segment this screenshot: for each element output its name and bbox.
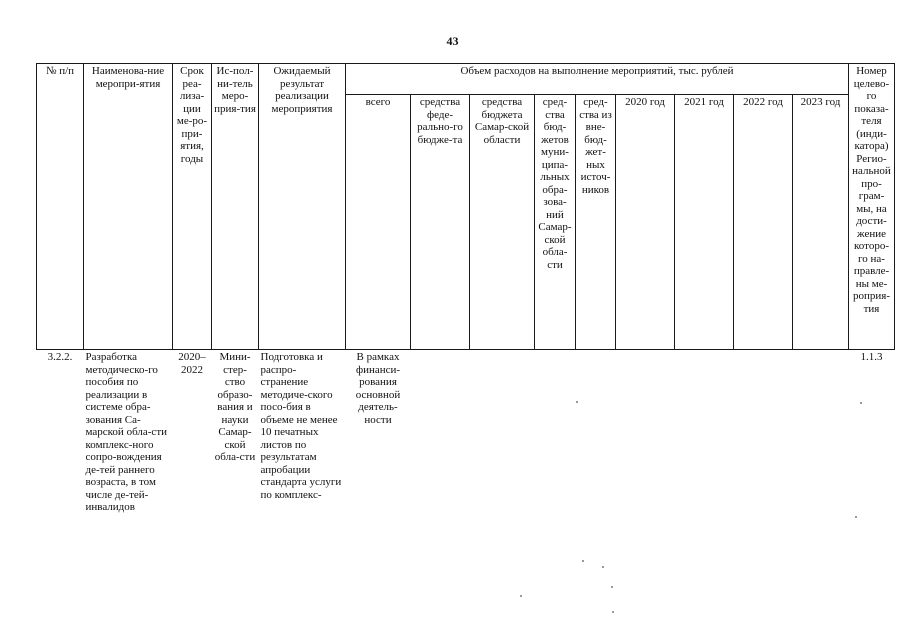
row-2023 [793,350,849,515]
header-name: Наименова-ние меропри-ятия [84,64,173,350]
row-regional [470,350,535,515]
header-extrabudget: сред-ства из вне-бюд-жет-ных источ-ников [576,95,616,350]
header-term: Срок реа-лиза-ции ме-ро-при-ятия, годы [173,64,212,350]
table-header-row-1 [37,64,895,95]
row-expected-result: Подготовка и распро-странение методиче-ского посо-бия в объеме не менее 10 печатных листов по результатам апробации стандарта услуги по комплекс- [260,351,342,501]
scan-speck [576,401,578,403]
table-row [37,350,895,515]
header-2021: 2021 год [675,95,734,350]
scan-speck [520,595,522,597]
scan-speck [582,560,584,562]
row-municipal [535,350,576,515]
header-regional: средства бюджета Самар-ской области [470,95,535,350]
row-2022 [734,350,793,515]
activities-table [36,63,895,515]
header-total: всего [346,95,411,350]
header-executor: Ис-пол-ни-тель меро-прия-тия [212,64,259,350]
scan-speck [611,586,613,588]
header-expected-result: Ожидаемый результат реализации мероприятия [259,64,346,350]
scan-speck [860,402,862,404]
row-federal [411,350,470,515]
page-number: 43 [446,34,459,48]
header-2020: 2020 год [616,95,675,350]
header-municipal: сред-ства бюд-жетов муни-ципа-льных обра-зова-ний Самар-ской обла-сти [535,95,576,350]
header-expenses-group: Объем расходов на выполнение мероприятий, тыс. рублей [346,64,849,95]
scan-speck [612,611,614,613]
row-2020 [616,350,675,515]
header-2022: 2022 год [734,95,793,350]
row-extrabudget [576,350,616,515]
row-num: 3.2.2. [47,351,73,363]
row-executor: Мини-стер-ство образо-вания и науки Самар-ской обла-сти [214,351,256,463]
header-target-indicator: Номер целево-го показа-теля (инди-катора) Регио-нальной про-грам-мы, на дости-жение которо-го на-правле-ны ме-роприя-тия [849,64,895,350]
scan-speck [855,516,857,518]
row-name: Разработка методическо-го пособия по реализации в системе обра-зования Са-марской обла-сти комплекс-ного сопро-вождения де-тей раннего возраста, в том числе де-тей-инвалидов [85,351,168,513]
header-federal: средства феде-рально-го бюдже-та [411,95,470,350]
row-2021 [675,350,734,515]
scan-speck [602,566,604,568]
row-target-indicator: 1.1.3 [860,351,883,363]
header-num: № п/п [37,64,84,350]
row-term: 2020–2022 [178,351,206,376]
row-total: В рамках финанси-рования основной деятель-ности [355,351,401,426]
header-2023: 2023 год [793,95,849,350]
